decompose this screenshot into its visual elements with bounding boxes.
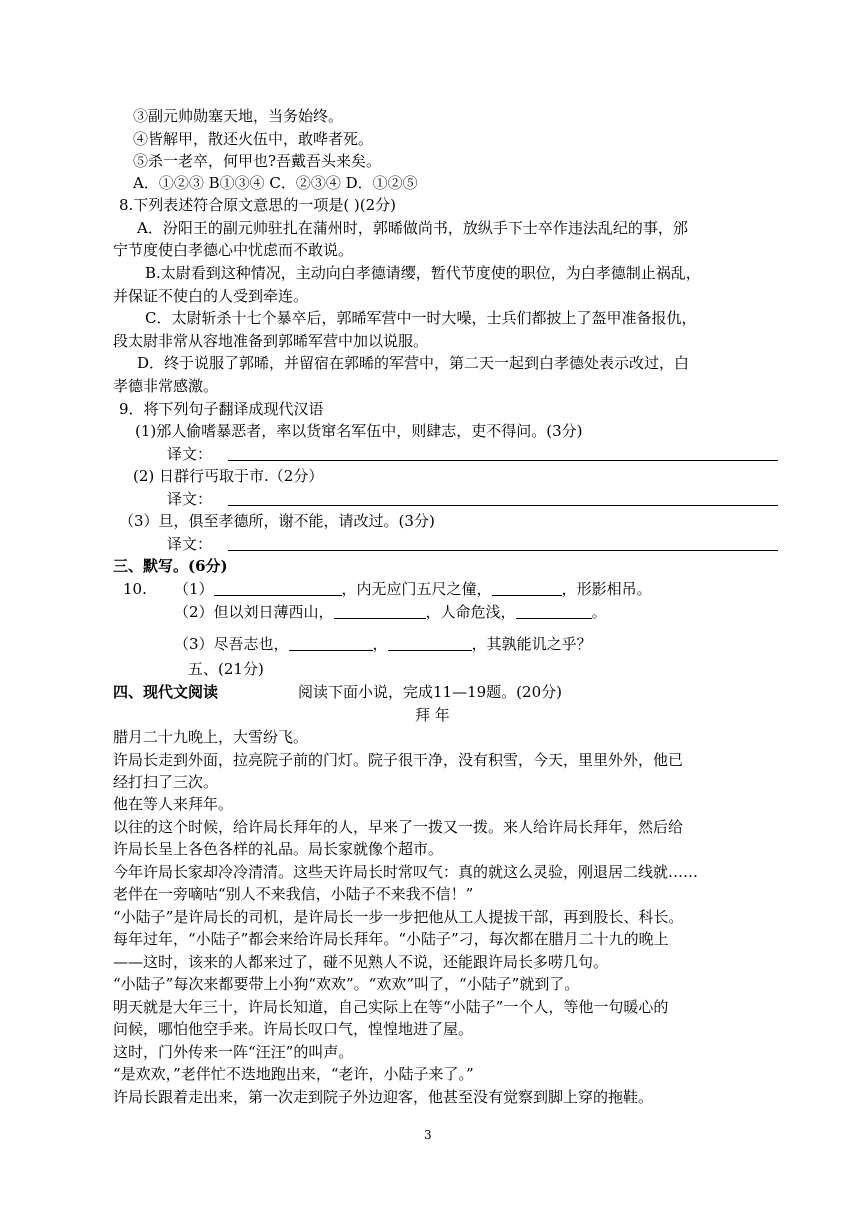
section-4-instructions: 阅读下面小说，完成11—19题。(20分): [298, 683, 562, 701]
q10-line-1-end: ，形影相吊。: [561, 580, 652, 598]
story-paragraph: 经打扫了三次。: [113, 773, 219, 791]
q10-line-3-prefix: （3）尽吾志也，: [174, 635, 289, 653]
q10-blank-1[interactable]: [214, 581, 342, 596]
story-paragraph: 老伴在一旁嘀咕“别人不来我信，小陆子不来我不信！”: [113, 885, 474, 903]
story-paragraph: 今年许局长家却冷冷清清。这些天许局长时常叹气：真的就这么灵验，刚退居二线就……: [113, 863, 699, 881]
q10-line-2: [174, 602, 607, 622]
section-4-title: 四、现代文阅读: [113, 683, 219, 701]
q10-line-3: [174, 634, 592, 654]
section-5-label: 五、(21分): [188, 660, 264, 678]
story-paragraph: “是欢欢，”老伴忙不迭地跑出来，“老许，小陆子来了。”: [113, 1065, 474, 1083]
q9-answer-line-1[interactable]: [228, 460, 778, 461]
q8-stem: 8.下列表述符合原文意思的一项是( )(2分): [119, 196, 397, 214]
q7-option-3: ③副元帅勋塞天地，当务始终。: [133, 107, 344, 125]
q9-answer-line-2[interactable]: [228, 505, 778, 506]
story-paragraph: 许局长呈上各色各样的礼品。局长家就像个超市。: [113, 840, 444, 858]
q8-option-d-line1: D．终于说服了郭晞，并留宿在郭晞的军营中，第二天一起到白孝德处表示改过，白: [137, 354, 690, 372]
q9-translation-label-2: 译文：: [167, 490, 213, 508]
section-3-title: 三、默写。(6分): [113, 557, 228, 575]
q9-sentence-1: (1)邠人偷嗜暴恶者，率以货窜名军伍中，则肆志，吏不得问。(3分): [135, 422, 583, 440]
q8-option-a-line2: 宁节度使白孝德心中忧虑而不敢说。: [113, 241, 354, 259]
story-paragraph: 腊月二十九晚上，大雪纷飞。: [113, 728, 309, 746]
q7-choices: A．①②③ B①③④ C．②③④ D．①②⑤: [133, 174, 418, 192]
q10-line-1-mid: ，内无应门五尺之僮，: [341, 580, 492, 598]
q10-blank-5[interactable]: [289, 636, 373, 651]
story-title: 拜 年: [415, 706, 450, 724]
q10-blank-4[interactable]: [516, 604, 592, 619]
q8-option-b-line1: B.太尉看到这种情况，主动向白孝德请缨，暂代节度使的职位，为白孝德制止祸乱，: [145, 264, 701, 282]
story-paragraph: 问候，哪怕他空手来。许局长叹口气，惶惶地进了屋。: [113, 1020, 474, 1038]
q10-line-3-mid: ，: [372, 635, 388, 653]
q9-sentence-3: （3）旦，俱至孝德所，谢不能，请改过。(3分): [119, 512, 435, 530]
q10-line-2-end: 。: [591, 603, 607, 621]
story-paragraph: 许局长跟着走出来，第一次走到院子外边迎客，他甚至没有觉察到脚上穿的拖鞋。: [113, 1088, 654, 1106]
q10-line-1: [174, 579, 652, 599]
q10-line-1-prefix: （1）: [174, 580, 214, 598]
story-paragraph: “小陆子”每次来都要带上小狗“欢欢”。“欢欢”叫了，“小陆子”就到了。: [113, 975, 580, 993]
story-paragraph: ——这时，该来的人都来过了，碰不见熟人不说，还能跟许局长多唠几句。: [113, 953, 609, 971]
story-paragraph: 这时，门外传来一阵“汪汪”的叫声。: [113, 1043, 354, 1061]
q10-blank-6[interactable]: [388, 636, 472, 651]
q9-stem: 9．将下列句子翻译成现代汉语: [119, 400, 324, 418]
q8-option-b-line2: 并保证不使白的人受到牵连。: [113, 287, 309, 305]
q9-answer-line-3[interactable]: [228, 550, 778, 551]
q10-blank-2[interactable]: [492, 581, 562, 596]
q8-option-c-line1: C．太尉斩杀十七个暴卒后，郭晞军营中一时大噪，士兵们都披上了盔甲准备报仇，: [145, 309, 697, 327]
page-number: 3: [424, 1128, 432, 1142]
q9-translation-label-1: 译文：: [167, 445, 213, 463]
q8-option-c-line2: 段太尉非常从容地准备到郭晞军营中加以说服。: [113, 332, 429, 350]
q9-translation-label-3: 译文：: [167, 535, 213, 553]
q10-number: 10.: [123, 580, 147, 598]
q9-sentence-2: (2) 日群行丐取于市.（2分）: [133, 467, 324, 485]
q7-option-4: ④皆解甲，散还火伍中，敢哗者死。: [133, 130, 374, 148]
q8-option-a-line1: A．汾阳王的副元帅驻扎在蒲州时，郭晞做尚书，放纵手下士卒作违法乱纪的事，邠: [137, 219, 688, 237]
story-paragraph: 许局长走到外面，拉亮院子前的门灯。院子很干净，没有积雪，今天，里里外外，他已: [113, 751, 684, 769]
q10-blank-3[interactable]: [334, 604, 426, 619]
q10-line-2-prefix: （2）但以刘日薄西山，: [174, 603, 334, 621]
q7-option-5: ⑤杀一老卒，何甲也?吾戴吾头来矣。: [133, 152, 382, 170]
q10-line-2-mid: ，人命危浅，: [425, 603, 516, 621]
story-paragraph: “小陆子”是许局长的司机，是许局长一步一步把他从工人提拔干部，再到股长、科长。: [113, 908, 684, 926]
q8-option-d-line2: 孝德非常感激。: [113, 377, 219, 395]
story-paragraph: 他在等人来拜年。: [113, 795, 234, 813]
q10-line-3-end: ，其孰能讥之乎？: [471, 635, 592, 653]
story-paragraph: 以往的这个时候，给许局长拜年的人，早来了一拨又一拨。来人给许局长拜年，然后给: [113, 818, 684, 836]
story-paragraph: 明天就是大年三十，许局长知道，自己实际上在等“小陆子”一个人，等他一句暖心的: [113, 998, 669, 1016]
story-paragraph: 每年过年，“小陆子”都会来给许局长拜年。“小陆子”刁，每次都在腊月二十九的晚上: [113, 930, 669, 948]
